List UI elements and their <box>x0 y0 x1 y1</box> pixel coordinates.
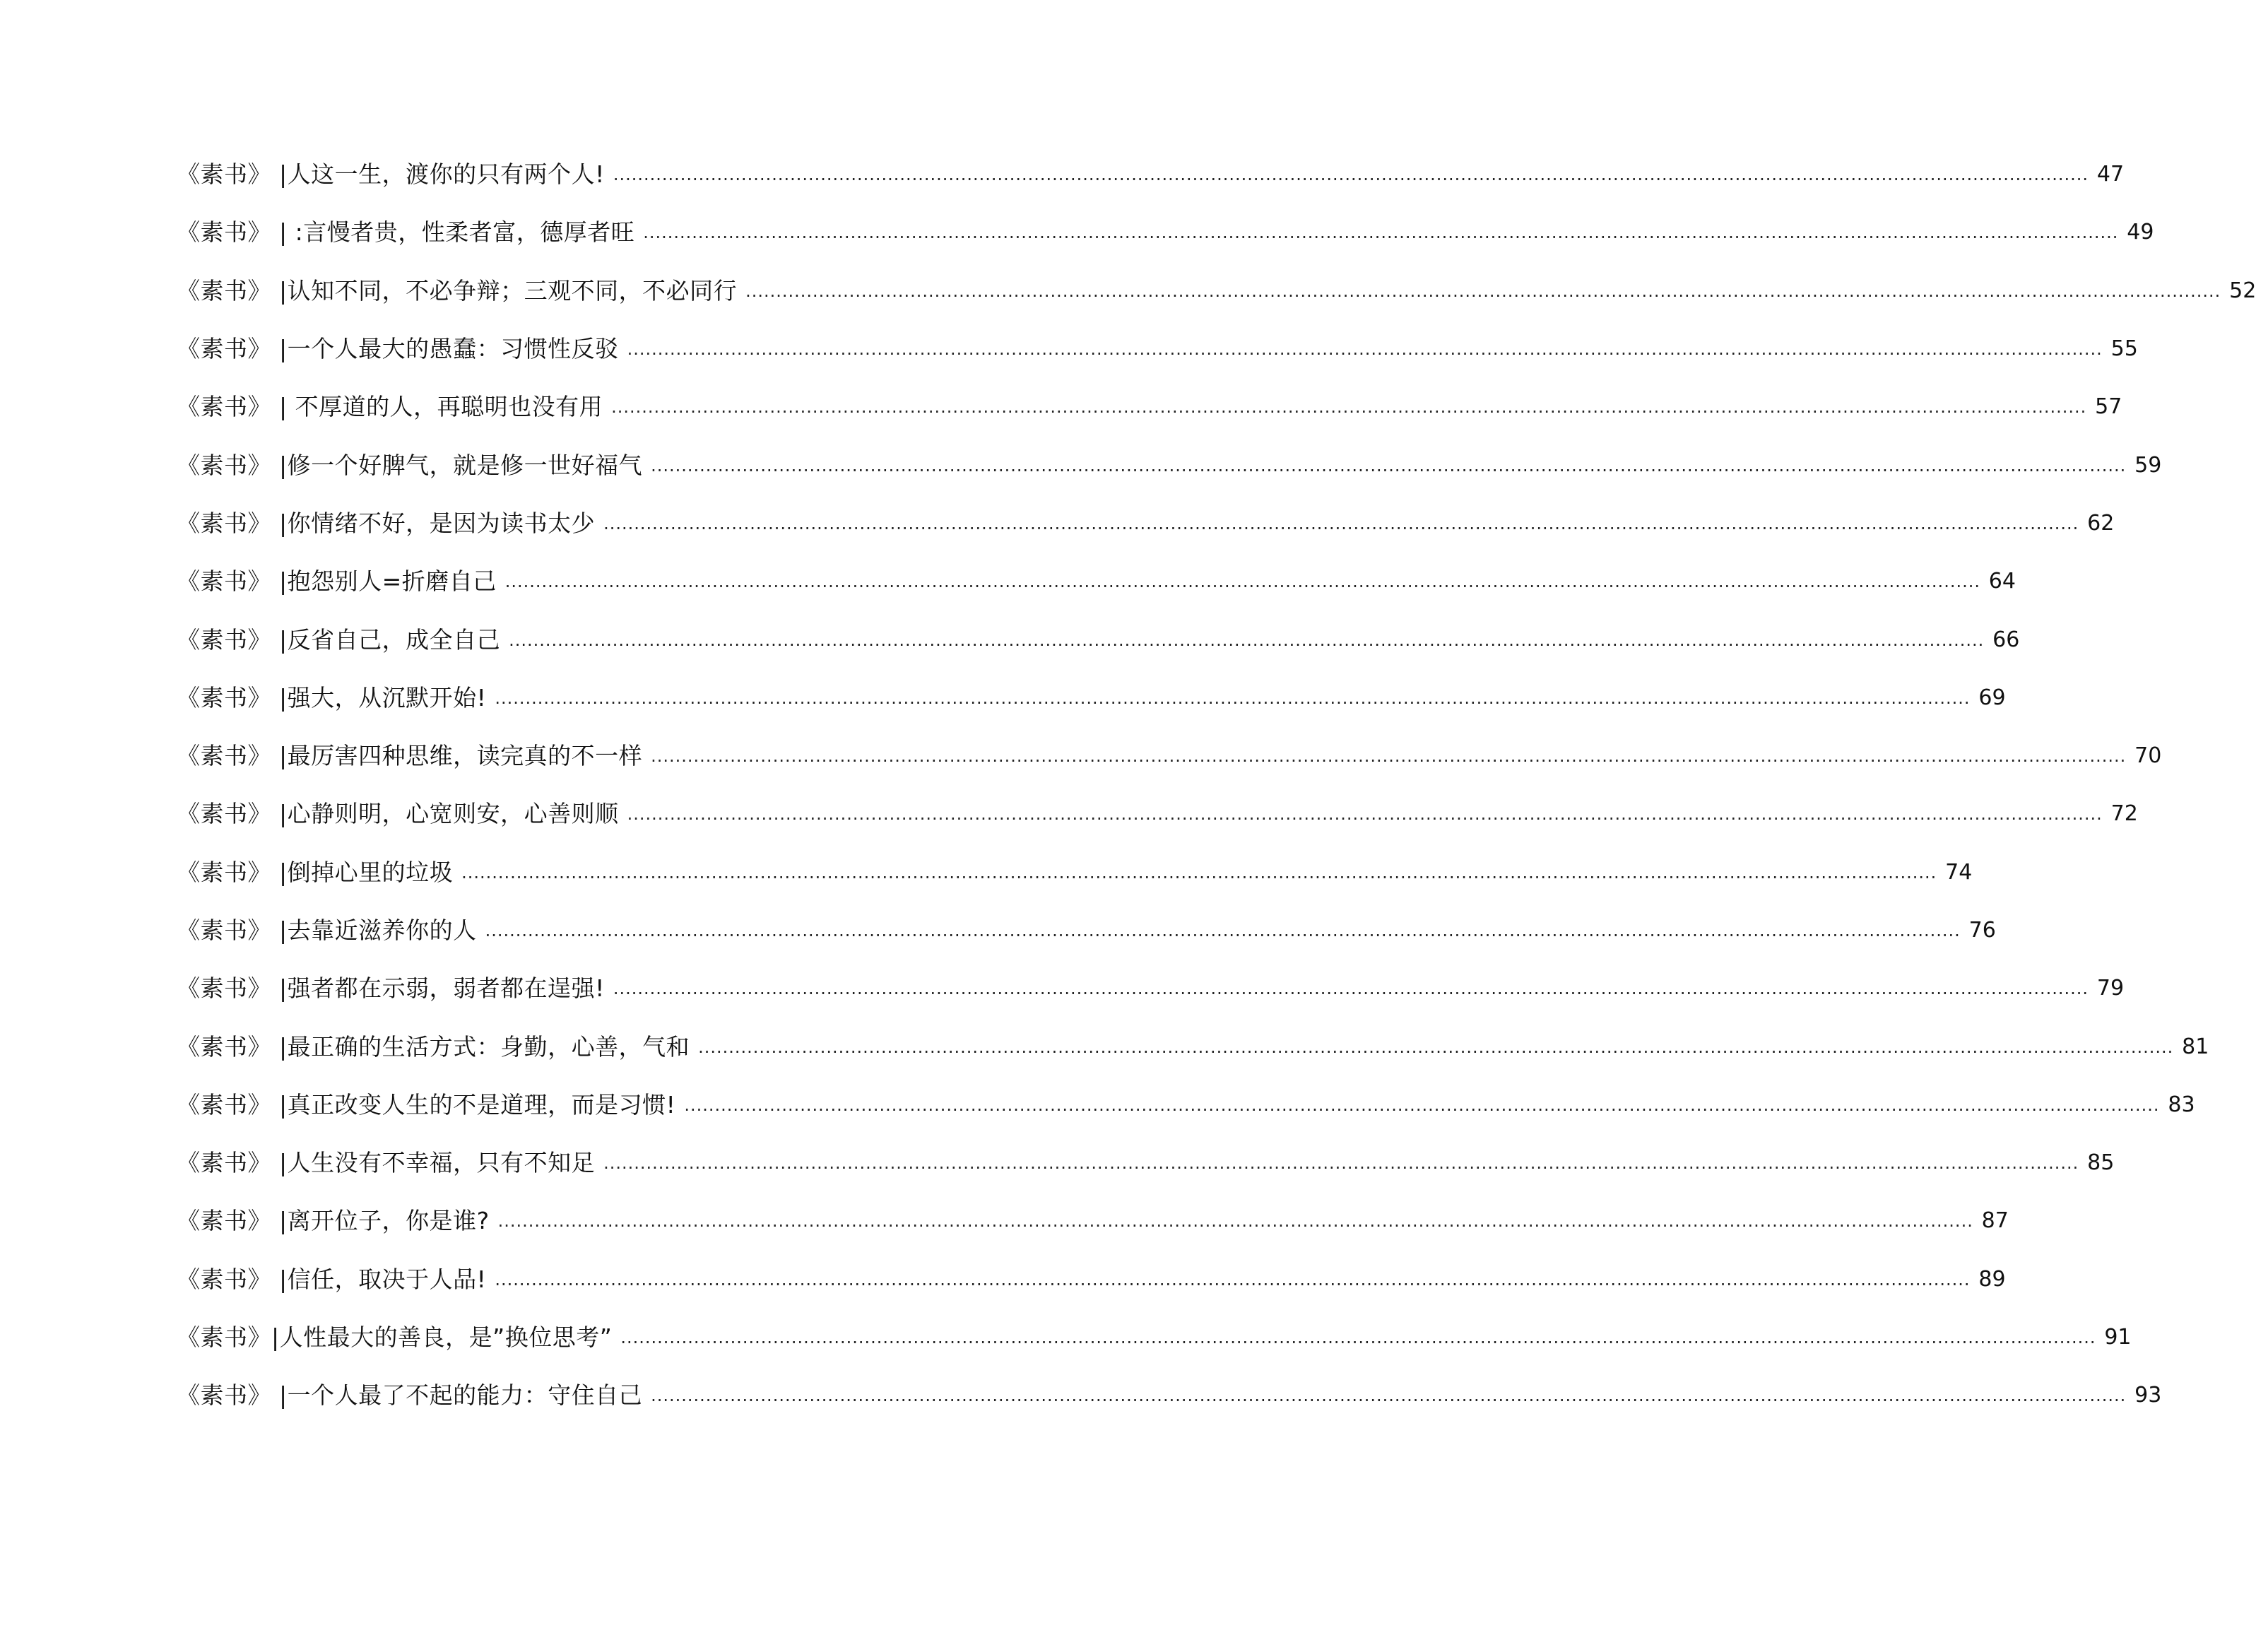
dot-leader: .................................................................................................................................................................................................................................................. <box>684 1095 2160 1115</box>
toc-entry[interactable] <box>177 1309 2132 1367</box>
toc-entry[interactable] <box>177 610 2020 668</box>
toc-entry-title: 《素书》 |倒掉心里的垃圾 <box>177 858 454 886</box>
toc-entry[interactable] <box>177 320 2138 378</box>
toc-entry[interactable] <box>177 1134 2115 1192</box>
toc-entry[interactable] <box>177 436 2162 494</box>
toc-entry-title: 《素书》 | 不厚道的人，再聪明也没有用 <box>177 393 603 421</box>
dot-leader: .................................................................................................................................................................................................................................................. <box>620 1328 2096 1348</box>
toc-entry[interactable] <box>177 1367 2162 1424</box>
dot-leader: .................................................................................................................................................................................................................................................. <box>745 281 2221 301</box>
dot-leader: .................................................................................................................................................................................................................................................. <box>509 630 1985 650</box>
toc-entry-page-number: 62 <box>2087 510 2115 536</box>
dot-leader: .................................................................................................................................................................................................................................................. <box>627 804 2103 825</box>
toc-entry-title: 《素书》 |最厉害四种思维，读完真的不一样 <box>177 742 643 770</box>
toc-entry-title: 《素书》 |你情绪不好，是因为读书太少 <box>177 509 596 537</box>
toc-entry-title: 《素书》 |修一个好脾气，就是修一世好福气 <box>177 451 643 479</box>
dot-leader: .................................................................................................................................................................................................................................................. <box>495 688 1971 708</box>
toc-entry-title: 《素书》 | :言慢者贵，性柔者富，德厚者旺 <box>177 218 635 247</box>
toc-entry-page-number: 93 <box>2134 1383 2162 1408</box>
toc-entry-page-number: 91 <box>2104 1325 2132 1350</box>
toc-entry[interactable] <box>177 960 2125 1017</box>
dot-leader: .................................................................................................................................................................................................................................................. <box>495 1269 1971 1290</box>
toc-entry-title: 《素书》|人性最大的善良，是”换位思考” <box>177 1323 613 1352</box>
dot-leader: .................................................................................................................................................................................................................................................. <box>461 862 1937 883</box>
toc-entry-title: 《素书》 |人这一生，渡你的只有两个人! <box>177 160 605 189</box>
dot-leader: .................................................................................................................................................................................................................................................. <box>651 1386 2127 1406</box>
toc-entry-title: 《素书》 |信任，取决于人品! <box>177 1265 487 1293</box>
table-of-contents <box>177 146 2256 1425</box>
toc-entry[interactable] <box>177 1192 2009 1250</box>
toc-entry-page-number: 76 <box>1968 918 1996 943</box>
dot-leader: .................................................................................................................................................................................................................................................. <box>651 455 2127 476</box>
toc-entry[interactable] <box>177 146 2125 203</box>
dot-leader: .................................................................................................................................................................................................................................................. <box>651 746 2127 767</box>
dot-leader: .................................................................................................................................................................................................................................................. <box>627 339 2103 360</box>
dot-leader: .................................................................................................................................................................................................................................................. <box>613 979 2089 999</box>
toc-entry-title: 《素书》 |离开位子，你是谁? <box>177 1207 490 1235</box>
toc-entry[interactable] <box>177 669 2006 727</box>
toc-entry[interactable] <box>177 262 2256 320</box>
toc-entry-title: 《素书》 |反省自己，成全自己 <box>177 625 501 654</box>
toc-entry-page-number: 72 <box>2110 801 2138 827</box>
toc-entry-title: 《素书》 |强者都在示弱，弱者都在逞强! <box>177 974 605 1003</box>
toc-entry[interactable] <box>177 902 1996 960</box>
toc-entry[interactable] <box>177 844 1973 902</box>
dot-leader: .................................................................................................................................................................................................................................................. <box>613 165 2089 185</box>
toc-entry-page-number: 89 <box>1978 1266 2006 1292</box>
toc-entry-page-number: 74 <box>1945 859 1973 885</box>
toc-entry[interactable] <box>177 203 2154 261</box>
toc-entry[interactable] <box>177 1017 2209 1075</box>
toc-entry-page-number: 85 <box>2087 1150 2115 1176</box>
toc-entry-title: 《素书》 |强大，从沉默开始! <box>177 683 487 712</box>
toc-entry-page-number: 81 <box>2182 1034 2209 1059</box>
dot-leader: .................................................................................................................................................................................................................................................. <box>603 513 2079 533</box>
toc-entry-page-number: 59 <box>2134 452 2162 478</box>
toc-entry-title: 《素书》 |一个人最了不起的能力：守住自己 <box>177 1381 643 1410</box>
toc-entry-page-number: 83 <box>2168 1092 2195 1117</box>
toc-entry-page-number: 69 <box>1978 685 2006 710</box>
toc-entry[interactable] <box>177 553 2016 610</box>
toc-entry-title: 《素书》 |人生没有不幸福，只有不知足 <box>177 1149 596 1177</box>
dot-leader: .................................................................................................................................................................................................................................................. <box>643 223 2119 243</box>
toc-entry[interactable] <box>177 378 2122 436</box>
toc-entry-page-number: 52 <box>2229 278 2256 303</box>
toc-entry-title: 《素书》 |一个人最大的愚蠢：习惯性反驳 <box>177 335 619 363</box>
toc-entry-page-number: 49 <box>2127 220 2154 245</box>
toc-entry-title: 《素书》 |真正改变人生的不是道理，而是习惯! <box>177 1090 676 1119</box>
toc-entry-page-number: 79 <box>2096 976 2125 1001</box>
toc-entry[interactable] <box>177 1076 2195 1134</box>
toc-entry[interactable] <box>177 785 2138 843</box>
toc-entry-page-number: 55 <box>2110 336 2138 362</box>
toc-entry-page-number: 57 <box>2095 394 2122 420</box>
dot-leader: .................................................................................................................................................................................................................................................. <box>698 1037 2174 1057</box>
toc-entry-page-number: 64 <box>1988 569 2016 594</box>
dot-leader: .................................................................................................................................................................................................................................................. <box>497 1211 1973 1232</box>
dot-leader: .................................................................................................................................................................................................................................................. <box>485 921 1961 940</box>
toc-entry-title: 《素书》 |最正确的生活方式：身勤，心善，气和 <box>177 1032 690 1061</box>
toc-entry-title: 《素书》 |去靠近滋养你的人 <box>177 916 477 944</box>
toc-entry[interactable] <box>177 727 2162 785</box>
toc-entry[interactable] <box>177 1251 2006 1309</box>
toc-entry-page-number: 47 <box>2096 162 2125 187</box>
dot-leader: .................................................................................................................................................................................................................................................. <box>611 397 2087 418</box>
toc-entry-page-number: 66 <box>1992 627 2020 652</box>
dot-leader: .................................................................................................................................................................................................................................................. <box>504 572 1980 592</box>
toc-entry-title: 《素书》 |认知不同，不必争辩；三观不同，不必同行 <box>177 276 738 305</box>
toc-entry-page-number: 87 <box>1981 1208 2009 1234</box>
toc-entry-page-number: 70 <box>2134 743 2162 769</box>
toc-entry[interactable] <box>177 495 2115 553</box>
dot-leader: .................................................................................................................................................................................................................................................. <box>603 1153 2079 1174</box>
toc-entry-title: 《素书》 |心静则明，心宽则安，心善则顺 <box>177 800 619 828</box>
toc-entry-title: 《素书》 |抱怨别人=折磨自己 <box>177 567 497 596</box>
